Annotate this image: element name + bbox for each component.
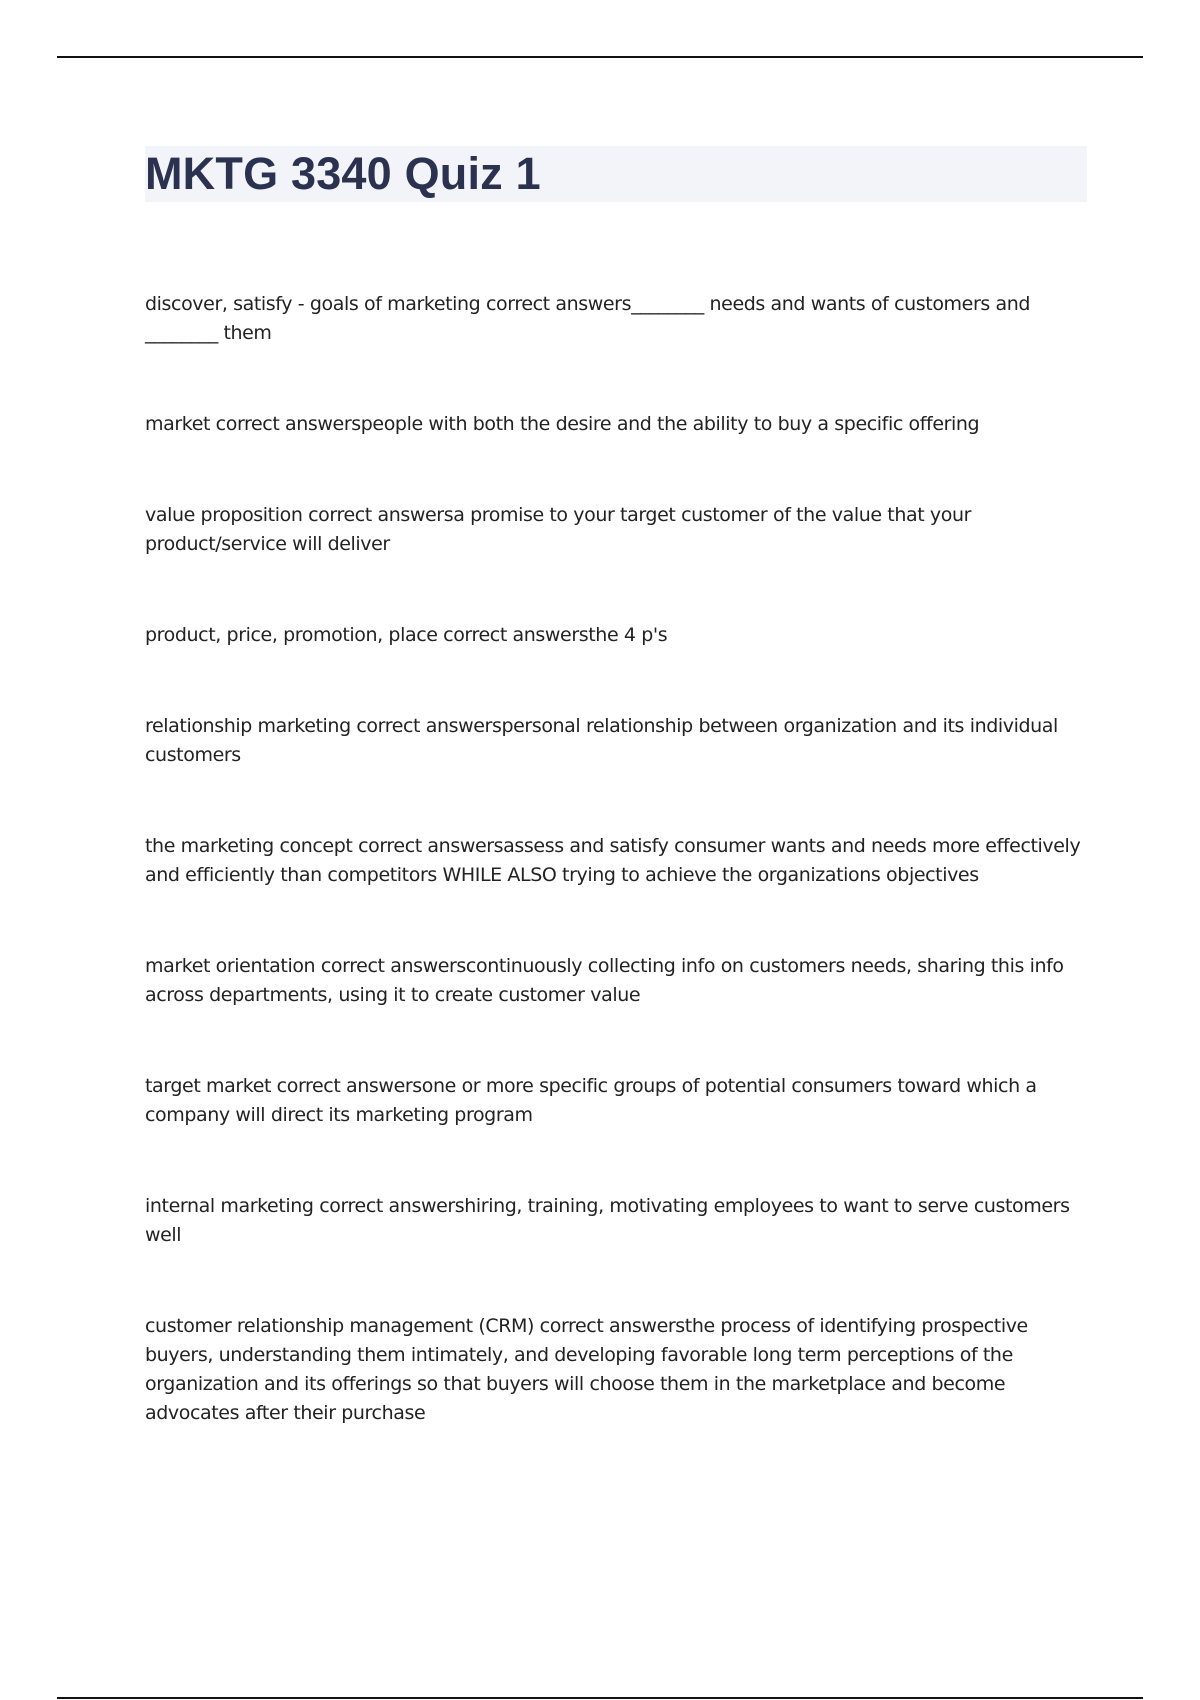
bottom-divider bbox=[57, 1697, 1143, 1699]
title-banner bbox=[145, 146, 1087, 202]
qa-item: customer relationship management (CRM) correct answersthe process of identifying prospective buyers, understanding them intimately, and developing favorable long term perceptions of the organization and its offerings so that buyers will choose them in the marketplace and become advocates after their purchase bbox=[145, 1315, 1028, 1424]
top-divider bbox=[57, 56, 1143, 58]
page-title: MKTG 3340 Quiz 1 bbox=[145, 148, 541, 199]
qa-item: internal marketing correct answershiring, training, motivating employees to want to serve customers well bbox=[145, 1195, 1070, 1246]
qa-list bbox=[145, 290, 1085, 1428]
qa-item: market correct answerspeople with both the desire and the ability to buy a specific offering bbox=[145, 413, 980, 435]
qa-item: the marketing concept correct answersassess and satisfy consumer wants and needs more effectively and efficiently than competitors WHILE ALSO trying to achieve the organizations objectives bbox=[145, 835, 1081, 886]
qa-item: value proposition correct answersa promise to your target customer of the value that your product/service will deliver bbox=[145, 504, 972, 555]
qa-item: relationship marketing correct answerspersonal relationship between organization and its individual customers bbox=[145, 715, 1058, 766]
qa-item: discover, satisfy - goals of marketing correct answers________ needs and wants of customers and ________ them bbox=[145, 293, 1031, 344]
qa-item: product, price, promotion, place correct answersthe 4 p's bbox=[145, 624, 668, 646]
qa-item: target market correct answersone or more specific groups of potential consumers toward which a company will direct its marketing program bbox=[145, 1075, 1037, 1126]
qa-item: market orientation correct answerscontinuously collecting info on customers needs, sharing this info across departments, using it to create customer value bbox=[145, 955, 1064, 1006]
